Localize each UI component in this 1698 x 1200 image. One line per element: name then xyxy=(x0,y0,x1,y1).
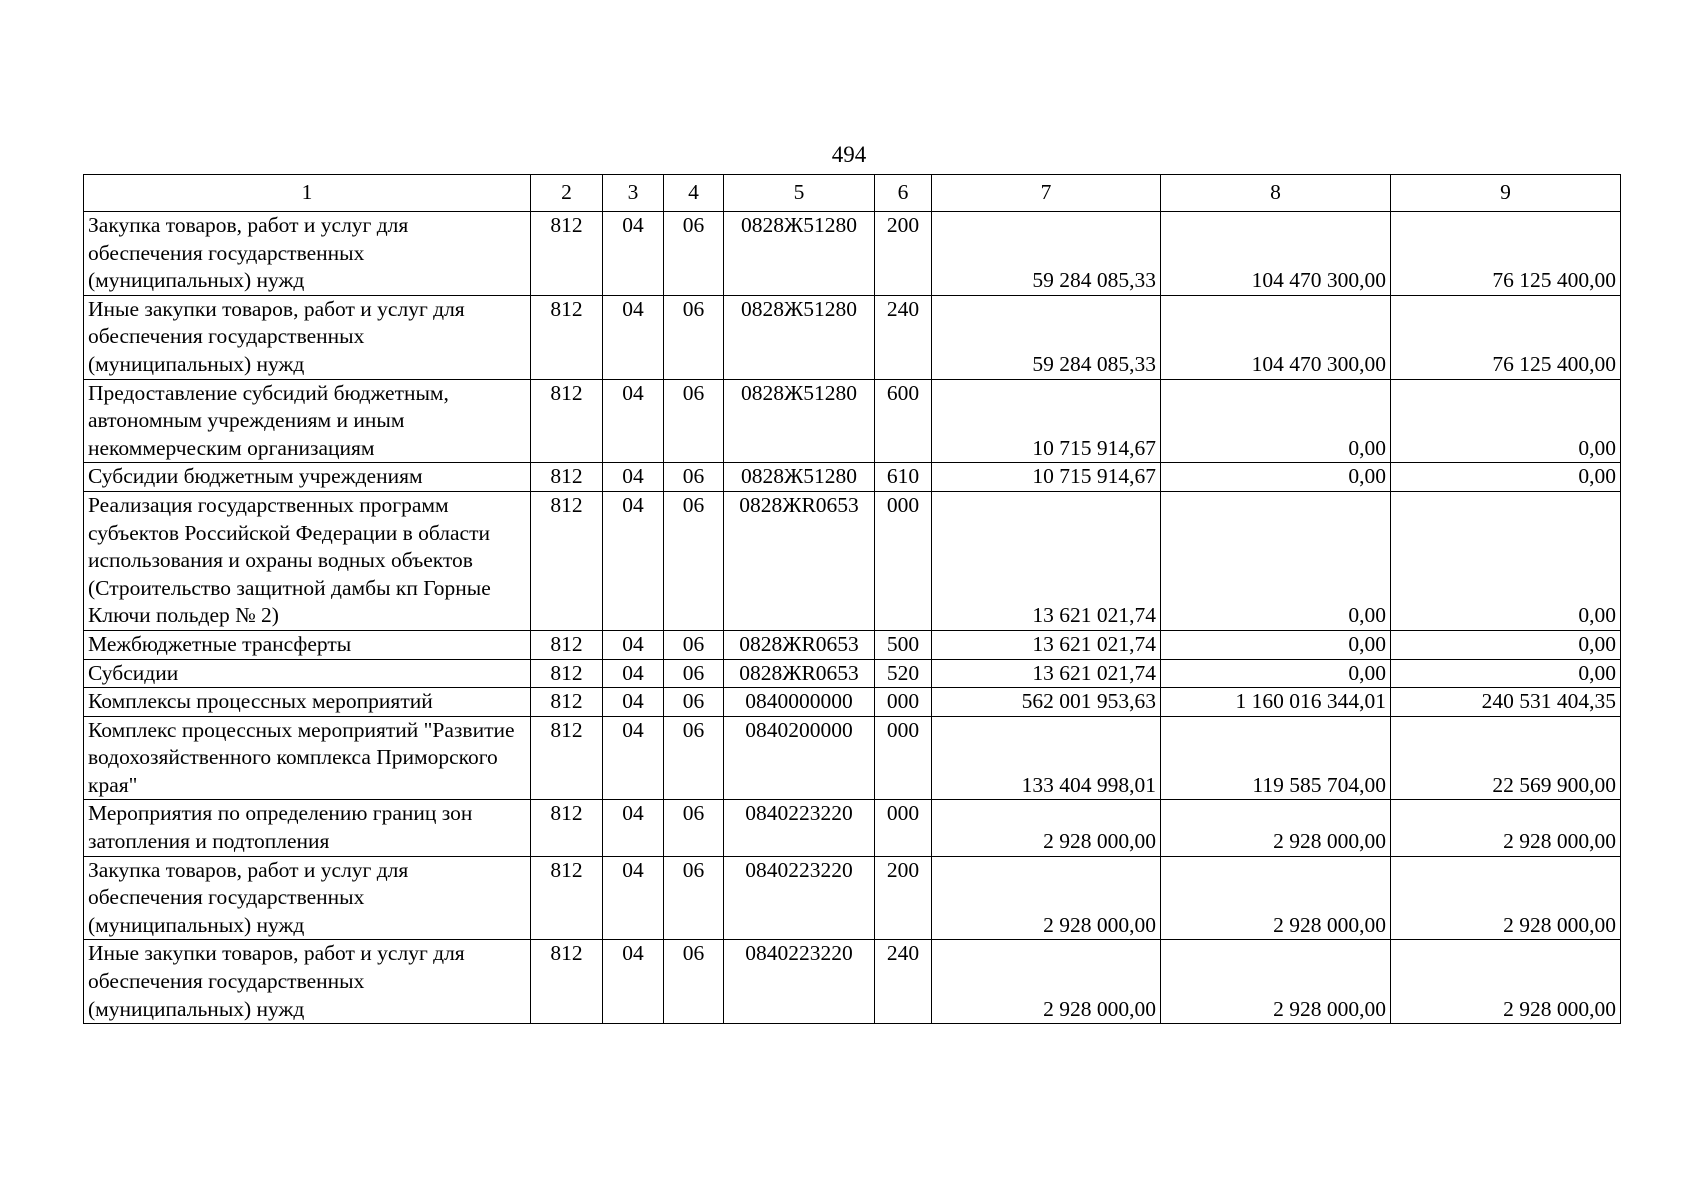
table-row xyxy=(84,659,1621,688)
amount-col-7: 562 001 953,63 xyxy=(932,688,1161,717)
target-article-code: 0828ЖR0653 xyxy=(724,659,875,688)
amount-col-8: 104 470 300,00 xyxy=(1161,295,1391,379)
amount-col-9: 76 125 400,00 xyxy=(1391,212,1621,296)
col-header-7: 7 xyxy=(932,175,1161,212)
amount-col-7: 2 928 000,00 xyxy=(932,856,1161,940)
row-description: Комплекс процессных мероприятий "Развитие водохозяйственного комплекса Приморского края" xyxy=(84,716,531,800)
expense-type-code: 000 xyxy=(875,491,932,630)
target-article-code: 0828Ж51280 xyxy=(724,295,875,379)
table-row xyxy=(84,630,1621,659)
row-description: Реализация государственных программ субъектов Российской Федерации в области использования и охраны водных объектов (Строительство защитной дамбы кп Горные Ключи польдер № 2) xyxy=(84,491,531,630)
target-article-code: 0828Ж51280 xyxy=(724,212,875,296)
expense-type-code: 200 xyxy=(875,212,932,296)
amount-col-8: 0,00 xyxy=(1161,463,1391,492)
table-body xyxy=(84,175,1621,1024)
section-code: 04 xyxy=(603,463,664,492)
col-header-3: 3 xyxy=(603,175,664,212)
amount-col-7: 13 621 021,74 xyxy=(932,491,1161,630)
expense-type-code: 000 xyxy=(875,716,932,800)
target-article-code: 0828Ж51280 xyxy=(724,463,875,492)
col-header-8: 8 xyxy=(1161,175,1391,212)
amount-col-7: 2 928 000,00 xyxy=(932,800,1161,856)
amount-col-7: 13 621 021,74 xyxy=(932,630,1161,659)
table-row xyxy=(84,688,1621,717)
expense-type-code: 000 xyxy=(875,800,932,856)
amount-col-8: 0,00 xyxy=(1161,491,1391,630)
ministry-code: 812 xyxy=(531,659,603,688)
subsection-code: 06 xyxy=(664,688,724,717)
row-description: Закупка товаров, работ и услуг для обеспечения государственных (муниципальных) нужд xyxy=(84,856,531,940)
table-row xyxy=(84,295,1621,379)
subsection-code: 06 xyxy=(664,856,724,940)
amount-col-9: 0,00 xyxy=(1391,659,1621,688)
expense-type-code: 200 xyxy=(875,856,932,940)
expense-type-code: 240 xyxy=(875,940,932,1024)
ministry-code: 812 xyxy=(531,463,603,492)
expense-type-code: 520 xyxy=(875,659,932,688)
section-code: 04 xyxy=(603,800,664,856)
table-row xyxy=(84,716,1621,800)
amount-col-7: 10 715 914,67 xyxy=(932,379,1161,463)
subsection-code: 06 xyxy=(664,630,724,659)
row-description: Межбюджетные трансферты xyxy=(84,630,531,659)
subsection-code: 06 xyxy=(664,800,724,856)
ministry-code: 812 xyxy=(531,800,603,856)
section-code: 04 xyxy=(603,491,664,630)
table-row xyxy=(84,940,1621,1024)
target-article-code: 0840223220 xyxy=(724,800,875,856)
table-row xyxy=(84,856,1621,940)
amount-col-7: 13 621 021,74 xyxy=(932,659,1161,688)
subsection-code: 06 xyxy=(664,295,724,379)
subsection-code: 06 xyxy=(664,716,724,800)
amount-col-8: 119 585 704,00 xyxy=(1161,716,1391,800)
table-row xyxy=(84,800,1621,856)
amount-col-7: 10 715 914,67 xyxy=(932,463,1161,492)
section-code: 04 xyxy=(603,716,664,800)
section-code: 04 xyxy=(603,659,664,688)
amount-col-8: 2 928 000,00 xyxy=(1161,800,1391,856)
row-description: Закупка товаров, работ и услуг для обеспечения государственных (муниципальных) нужд xyxy=(84,212,531,296)
amount-col-9: 0,00 xyxy=(1391,630,1621,659)
row-description: Иные закупки товаров, работ и услуг для обеспечения государственных (муниципальных) нужд xyxy=(84,940,531,1024)
subsection-code: 06 xyxy=(664,463,724,492)
amount-col-8: 2 928 000,00 xyxy=(1161,940,1391,1024)
expense-type-code: 610 xyxy=(875,463,932,492)
expense-type-code: 240 xyxy=(875,295,932,379)
amount-col-8: 0,00 xyxy=(1161,659,1391,688)
section-code: 04 xyxy=(603,940,664,1024)
budget-table xyxy=(83,174,1621,1024)
subsection-code: 06 xyxy=(664,212,724,296)
amount-col-8: 0,00 xyxy=(1161,630,1391,659)
amount-col-8: 104 470 300,00 xyxy=(1161,212,1391,296)
amount-col-9: 240 531 404,35 xyxy=(1391,688,1621,717)
expense-type-code: 000 xyxy=(875,688,932,717)
amount-col-7: 2 928 000,00 xyxy=(932,940,1161,1024)
expense-type-code: 600 xyxy=(875,379,932,463)
target-article-code: 0840223220 xyxy=(724,856,875,940)
column-number-row xyxy=(84,175,1621,212)
subsection-code: 06 xyxy=(664,940,724,1024)
amount-col-7: 59 284 085,33 xyxy=(932,295,1161,379)
col-header-4: 4 xyxy=(664,175,724,212)
target-article-code: 0828ЖR0653 xyxy=(724,630,875,659)
ministry-code: 812 xyxy=(531,295,603,379)
amount-col-7: 133 404 998,01 xyxy=(932,716,1161,800)
row-description: Предоставление субсидий бюджетным, автономным учреждениям и иным некоммерческим организациям xyxy=(84,379,531,463)
amount-col-8: 1 160 016 344,01 xyxy=(1161,688,1391,717)
target-article-code: 0828Ж51280 xyxy=(724,379,875,463)
col-header-1: 1 xyxy=(84,175,531,212)
section-code: 04 xyxy=(603,630,664,659)
section-code: 04 xyxy=(603,688,664,717)
amount-col-9: 0,00 xyxy=(1391,463,1621,492)
amount-col-9: 2 928 000,00 xyxy=(1391,800,1621,856)
subsection-code: 06 xyxy=(664,659,724,688)
ministry-code: 812 xyxy=(531,856,603,940)
amount-col-8: 2 928 000,00 xyxy=(1161,856,1391,940)
ministry-code: 812 xyxy=(531,212,603,296)
table-row xyxy=(84,491,1621,630)
row-description: Комплексы процессных мероприятий xyxy=(84,688,531,717)
ministry-code: 812 xyxy=(531,940,603,1024)
amount-col-9: 0,00 xyxy=(1391,491,1621,630)
ministry-code: 812 xyxy=(531,630,603,659)
ministry-code: 812 xyxy=(531,491,603,630)
target-article-code: 0840223220 xyxy=(724,940,875,1024)
col-header-2: 2 xyxy=(531,175,603,212)
amount-col-9: 2 928 000,00 xyxy=(1391,940,1621,1024)
col-header-5: 5 xyxy=(724,175,875,212)
target-article-code: 0840200000 xyxy=(724,716,875,800)
row-description: Мероприятия по определению границ зон затопления и подтопления xyxy=(84,800,531,856)
col-header-9: 9 xyxy=(1391,175,1621,212)
row-description: Иные закупки товаров, работ и услуг для обеспечения государственных (муниципальных) нужд xyxy=(84,295,531,379)
amount-col-9: 0,00 xyxy=(1391,379,1621,463)
amount-col-9: 76 125 400,00 xyxy=(1391,295,1621,379)
amount-col-8: 0,00 xyxy=(1161,379,1391,463)
expense-type-code: 500 xyxy=(875,630,932,659)
section-code: 04 xyxy=(603,295,664,379)
subsection-code: 06 xyxy=(664,491,724,630)
subsection-code: 06 xyxy=(664,379,724,463)
table-row xyxy=(84,379,1621,463)
page-number: 494 xyxy=(831,142,867,167)
col-header-6: 6 xyxy=(875,175,932,212)
ministry-code: 812 xyxy=(531,688,603,717)
ministry-code: 812 xyxy=(531,716,603,800)
section-code: 04 xyxy=(603,379,664,463)
amount-col-7: 59 284 085,33 xyxy=(932,212,1161,296)
ministry-code: 812 xyxy=(531,379,603,463)
row-description: Субсидии xyxy=(84,659,531,688)
amount-col-9: 22 569 900,00 xyxy=(1391,716,1621,800)
row-description: Субсидии бюджетным учреждениям xyxy=(84,463,531,492)
target-article-code: 0840000000 xyxy=(724,688,875,717)
table-row xyxy=(84,463,1621,492)
table-row xyxy=(84,212,1621,296)
section-code: 04 xyxy=(603,856,664,940)
section-code: 04 xyxy=(603,212,664,296)
amount-col-9: 2 928 000,00 xyxy=(1391,856,1621,940)
target-article-code: 0828ЖR0653 xyxy=(724,491,875,630)
